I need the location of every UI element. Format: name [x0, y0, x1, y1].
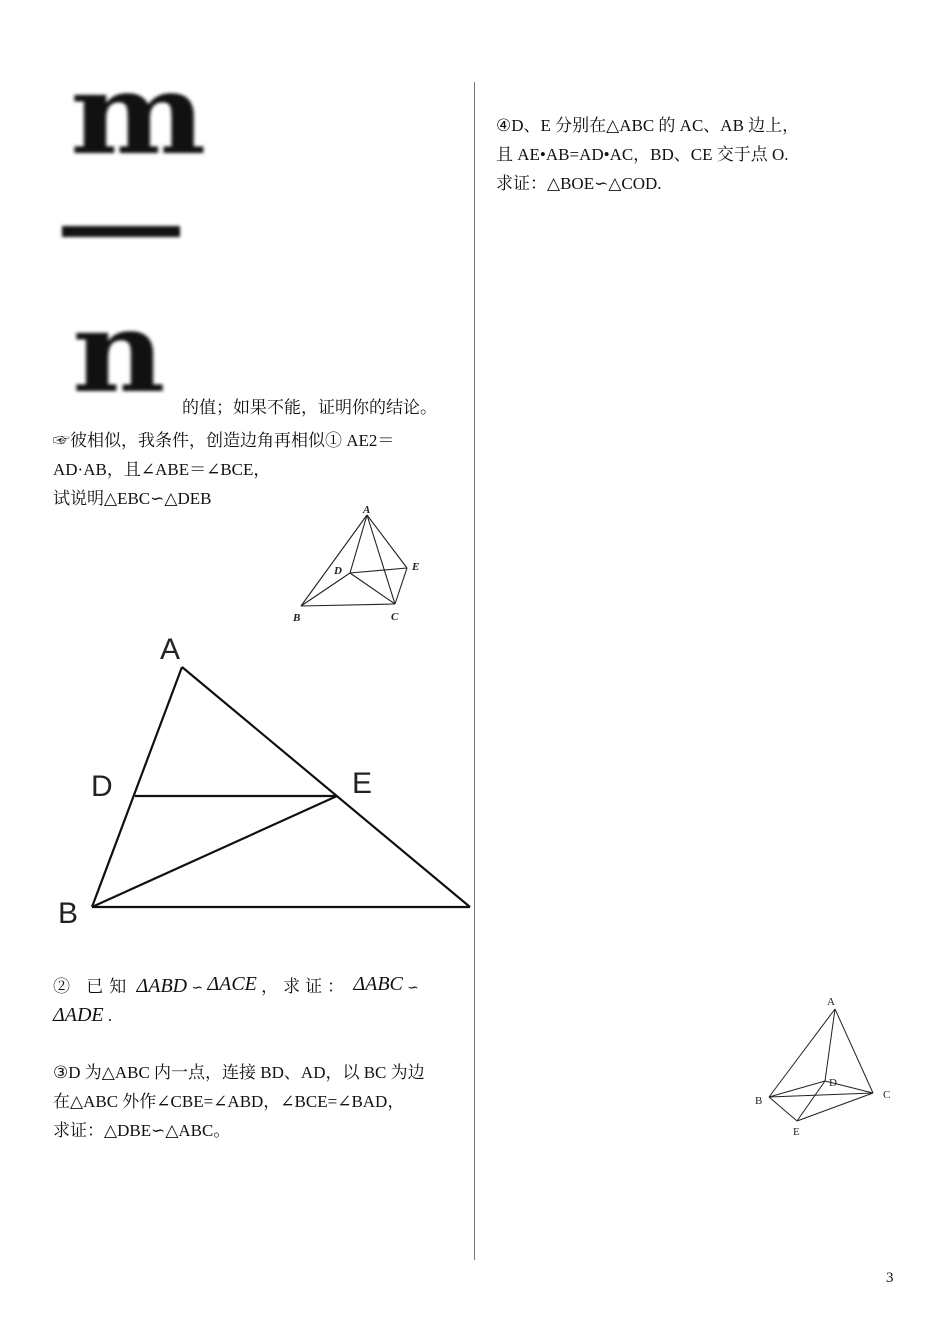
fig1-edge-AE [367, 515, 407, 568]
fig3-edge-CE [797, 1093, 873, 1121]
fig1-edge-AD [350, 515, 367, 573]
fig2-edge-AC [182, 667, 470, 907]
math-ade: ΔADE [53, 1004, 104, 1026]
fig3-label-D: D [829, 1077, 837, 1089]
fraction-bar [62, 226, 180, 237]
fig2-label-D: D [91, 770, 113, 803]
fig2-edge-BE [92, 796, 337, 907]
figure-triangle-large [50, 625, 480, 935]
text-line-4: 试说明△EBC∽△DEB [53, 489, 212, 508]
fraction-numerator: m [70, 49, 207, 180]
sim-symbol: ∽ [407, 981, 419, 996]
fig3-label-C: C [883, 1089, 891, 1101]
fig1-edge-EC [395, 568, 407, 604]
math-ace: ΔACE [207, 973, 257, 995]
problem-2 [53, 972, 419, 1003]
column-divider [474, 82, 475, 1260]
problem-2-end: . [107, 1006, 113, 1025]
fig2-label-B: B [58, 897, 79, 930]
fig1-label-E: E [412, 561, 420, 573]
text-line-1: 的值；如果不能，证明你的结论。 [182, 398, 437, 417]
problem-4-line-3: 求证：△BOE∽△COD. [496, 174, 662, 193]
fig1-edge-BD [301, 573, 350, 606]
text-line-3: AD·AB，且∠ABE＝∠BCE， [53, 460, 271, 479]
math-abc: ΔABC [353, 973, 403, 995]
fig2-label-A: A [160, 633, 181, 666]
fig3-edge-BE [769, 1097, 797, 1121]
problem-3-line-1: ③D 为△ABC 内一点，连接 BD、AD，以 BC 为边 [53, 1063, 425, 1082]
fig3-edge-BC [769, 1093, 873, 1097]
figure-pyramid-small [285, 500, 435, 630]
fig1-label-B: B [293, 612, 301, 624]
fig3-edge-AC [835, 1009, 873, 1093]
page-number: 3 [886, 1270, 894, 1286]
problem-3-line-3: 求证：△DBE∽△ABC。 [53, 1121, 231, 1140]
fig2-label-E: E [352, 767, 373, 800]
problem-4-line-1: ④D、E 分别在△ABC 的 AC、AB 边上， [496, 116, 800, 135]
fig1-label-D: D [334, 565, 342, 577]
fig1-edge-DE [350, 568, 407, 573]
problem-2-prefix: ② 已知 [53, 977, 133, 996]
fig3-label-B: B [755, 1095, 763, 1107]
fig3-label-A: A [827, 996, 835, 1008]
problem-4-line-2: 且 AE•AB=AD•AC，BD、CE 交于点 O. [496, 145, 789, 164]
fig1-edge-AC [367, 515, 395, 604]
sim-symbol: ∽ [191, 981, 204, 996]
problem-2-line-2 [53, 1001, 112, 1030]
fig1-edge-DC [350, 573, 395, 604]
fig3-edge-DE [797, 1081, 825, 1121]
math-abd: ΔABD [136, 975, 188, 997]
text-line-2: ☞彼相似，我条件，创造边角再相似① AE2＝ [53, 431, 395, 450]
fig1-label-C: C [391, 611, 399, 623]
problem-2-mid: ，求证： [261, 977, 350, 996]
fig3-label-E: E [793, 1126, 800, 1138]
figure-pyramid-right [745, 985, 905, 1145]
fig3-edge-BD [769, 1081, 825, 1097]
problem-3-line-2: 在△ABC 外作∠CBE=∠ABD，∠BCE=∠BAD， [53, 1092, 405, 1111]
fig1-edge-AB [301, 515, 367, 606]
fig1-edge-BC [301, 604, 395, 606]
fraction-denominator: n [72, 287, 166, 418]
fig1-label-A: A [363, 504, 371, 516]
fig3-edge-AB [769, 1009, 835, 1097]
